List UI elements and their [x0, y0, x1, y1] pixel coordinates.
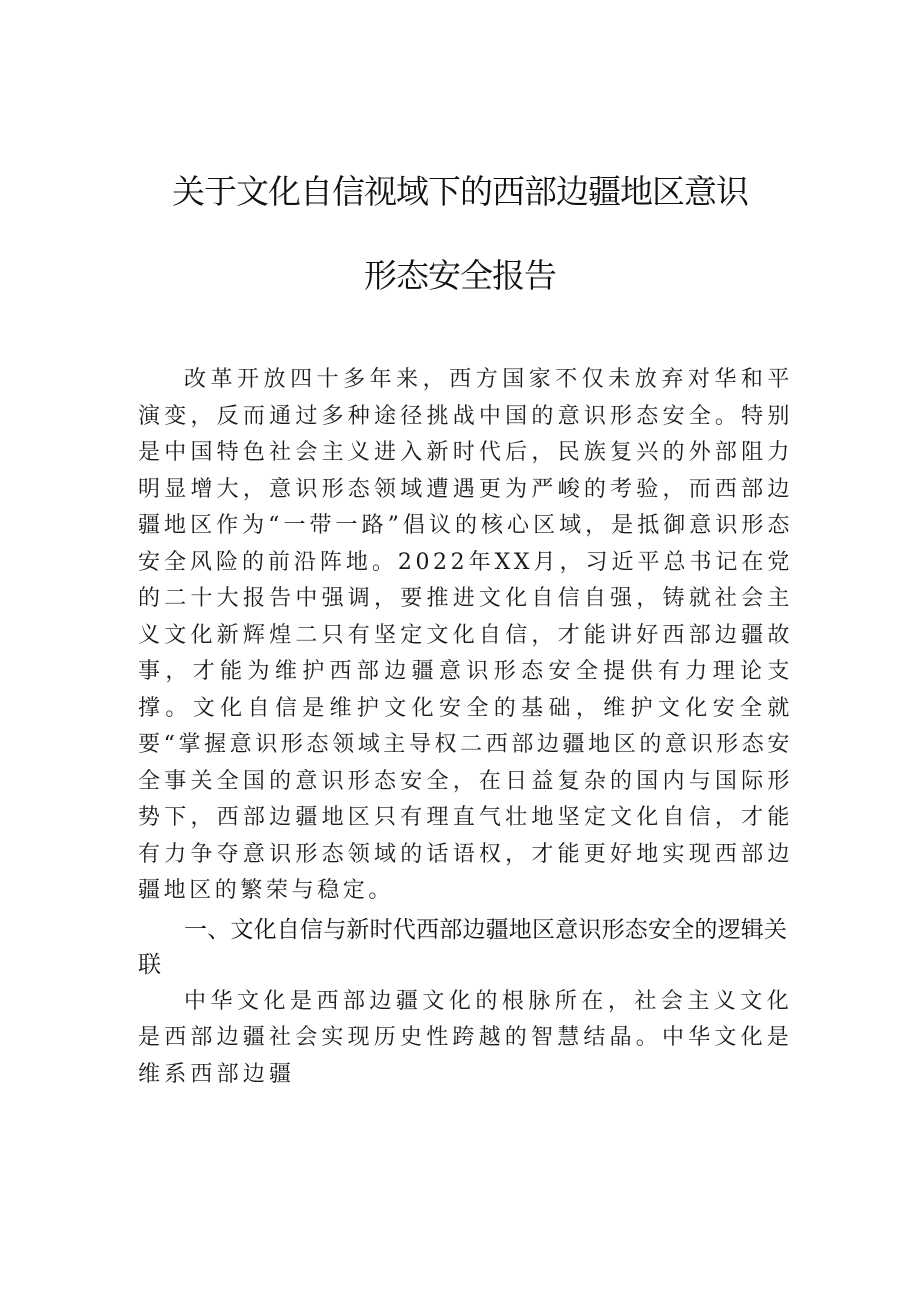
section-heading: 一、文化自信与新时代西部边疆地区意识形态安全的逻辑关联	[138, 916, 788, 978]
document-title-line-2: 形态安全报告	[364, 256, 556, 295]
section-paragraph: 中华文化是西部边疆文化的根脉所在，社会主义文化是西部边疆社会实现历史性跨越的智慧结晶。中华文化是维系西部边疆	[138, 988, 794, 1087]
document-body	[138, 362, 793, 1093]
document-title-line-1: 关于文化自信视域下的西部边疆地区意识	[172, 172, 748, 211]
intro-paragraph: 改革开放四十多年来，西方国家不仅未放弃对华和平演变，反而通过多种途径挑战中国的意识形态安全。特别是中国特色社会主义进入新时代后，民族复兴的外部阻力明显增大，意识形态领域遭遇更为严峻的考验，而西部边疆地区作为“一带一路”倡议的核心区域，是抵御意识形态安全风险的前沿阵地。2022年XX月，习近平总书记在党的二十大报告中强调，要推进文化自信自强，铸就社会主义文化新辉煌二只有坚定文化自信，才能讲好西部边疆故事，才能为维护西部边疆意识形态安全提供有力理论支撑。文化自信是维护文化安全的基础，维护文化安全就要“掌握意识形态领域主导权二西部边疆地区的意识形态安全事关全国的意识形态安全，在日益复杂的国内与国际形势下，西部边疆地区只有理直气壮地坚定文化自信，才能有力争夺意识形态领域的话语权，才能更好地实现西部边疆地区的繁荣与稳定。	[138, 367, 793, 903]
